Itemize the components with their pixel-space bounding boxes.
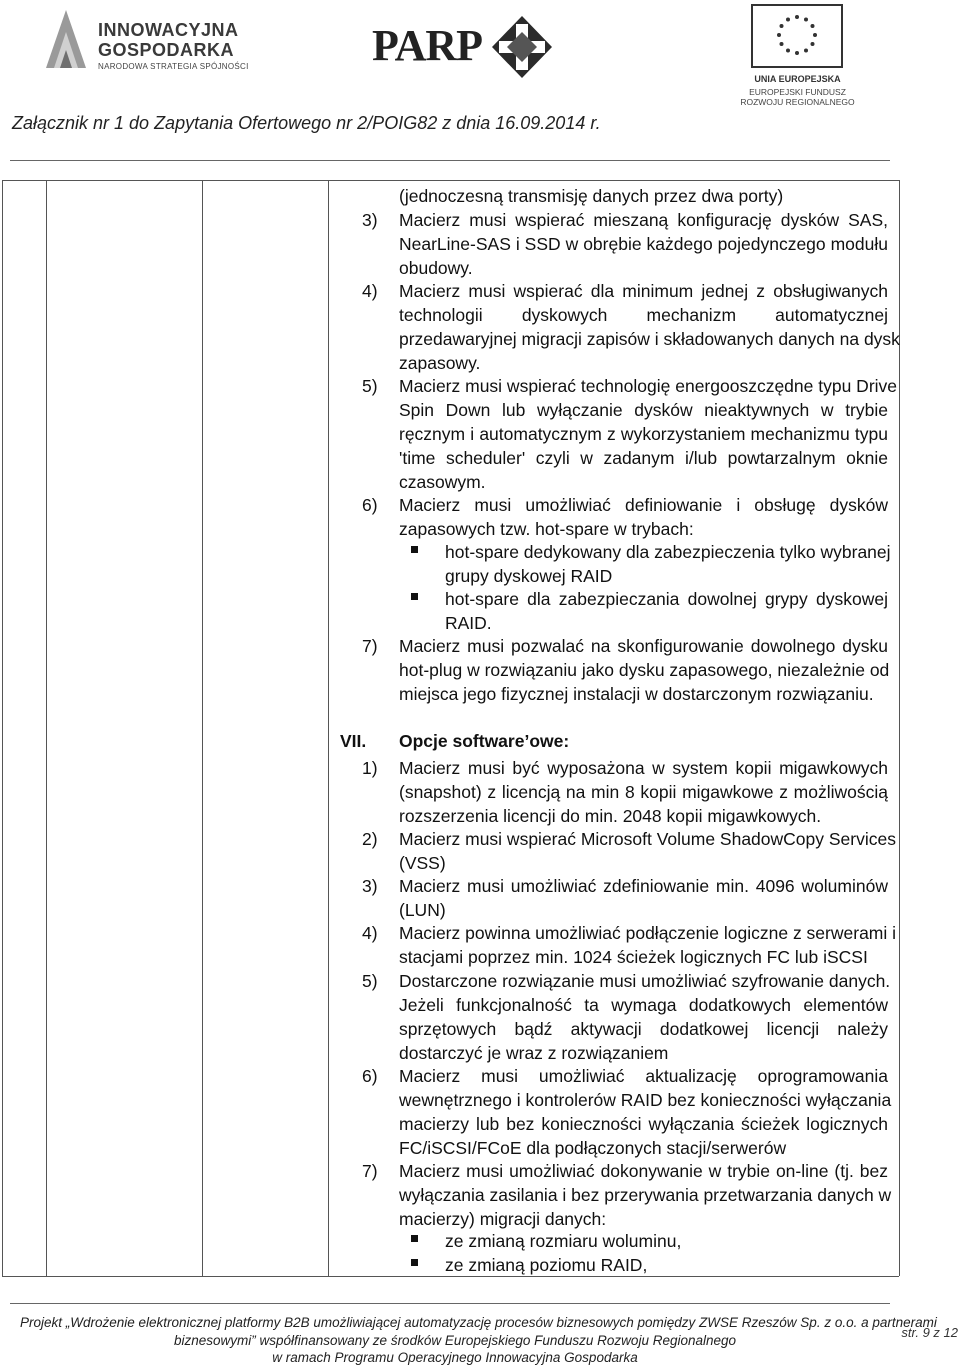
eu-logo-line3: ROZWOJU REGIONALNEGO: [740, 97, 855, 107]
ig-emblem-icon: [40, 6, 92, 76]
bullet-square-icon: [411, 1235, 418, 1242]
bullet-square-icon: [411, 593, 418, 600]
footer-line3: w ramach Programu Operacyjnego Innowacyjna Gospodarka: [272, 1350, 638, 1365]
ig-logo-line2: GOSPODARKA: [98, 40, 235, 60]
eu-flag: [751, 4, 843, 68]
table-col-border-1: [2, 180, 3, 1276]
parp-logo-word: PARP: [372, 21, 483, 70]
eu-logo: [740, 4, 855, 106]
footer-divider: [10, 1303, 890, 1304]
header-divider: [10, 160, 890, 161]
section-number: VII.: [340, 731, 367, 751]
document-subtitle: Załącznik nr 1 do Zapytania Ofertowego nr 2/POIG82 z dnia 16.09.2014 r.: [12, 113, 601, 133]
page-number: str. 9 z 12: [901, 1325, 958, 1340]
eu-logo-line2: EUROPEJSKI FUNDUSZ: [749, 87, 846, 97]
eu-logo-line1: UNIA EUROPEJSKA: [754, 74, 841, 84]
ig-logo-line1: INNOWACYJNA: [98, 20, 239, 40]
table-top-border: [2, 180, 899, 181]
bullet-square-icon: [411, 546, 418, 553]
section-title: Opcje software’owe:: [399, 731, 570, 751]
parp-emblem-icon: [490, 14, 554, 80]
bullet-square-icon: [411, 1259, 418, 1266]
ig-logo-line3: NARODOWA STRATEGIA SPÓJNOŚCI: [98, 62, 249, 71]
eu-stars-icon: [753, 6, 841, 66]
table-col-border-4: [328, 180, 329, 1276]
innowacyjna-gospodarka-logo: [40, 6, 255, 76]
parp-logo: [372, 10, 557, 80]
table-col-border-2: [46, 180, 47, 1276]
footer-line1: Projekt „Wdrożenie elektronicznej platformy B2B umożliwiającej automatyzację procesów biznesowych pomiędzy ZWSE Rzeszów Sp. z o.o. a partnerami: [20, 1315, 937, 1330]
table-col-border-3: [202, 180, 203, 1276]
footer-line2: biznesowymi” współfinansowany ze środków Europejskiego Funduszu Rozwoju Regionalnego: [173, 1333, 737, 1348]
section6-intro-line: (jednoczesną transmisję danych przez dwa porty): [399, 186, 784, 206]
